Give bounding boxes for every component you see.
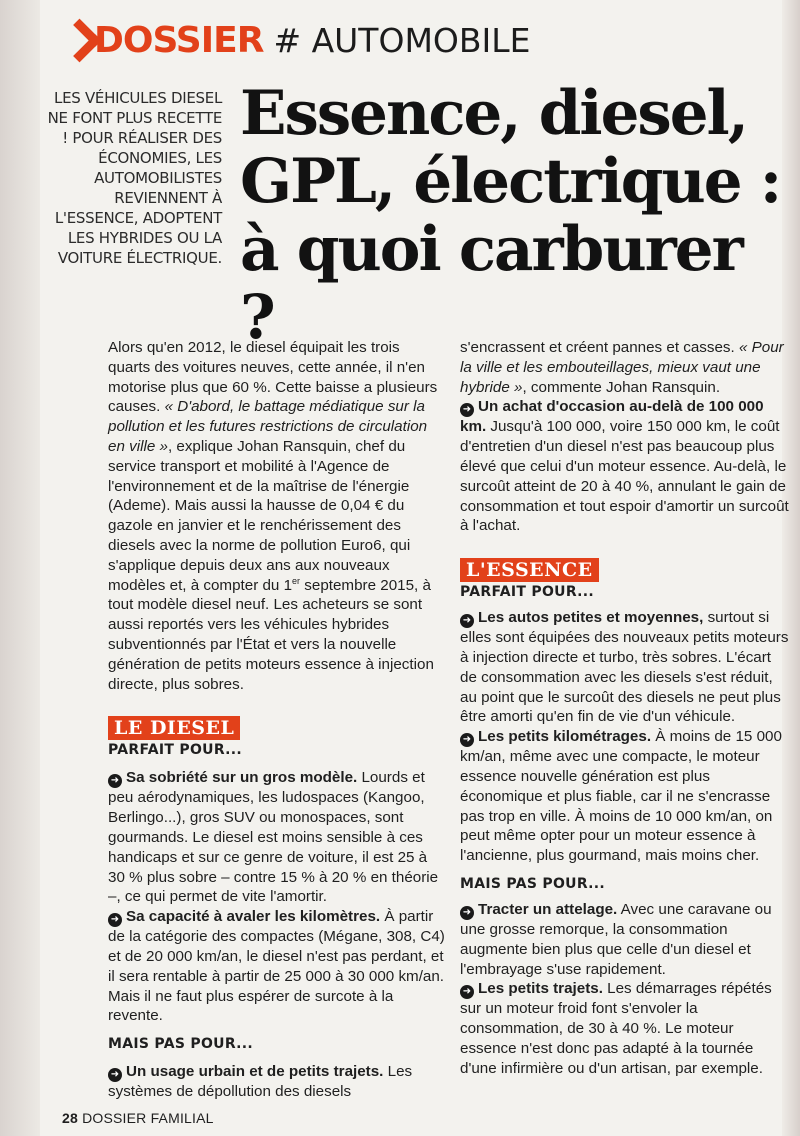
arrow-right-icon: ➜ bbox=[108, 1068, 122, 1082]
list-item bbox=[108, 907, 446, 1026]
article-title bbox=[240, 80, 788, 352]
arrow-right-icon: ➜ bbox=[108, 913, 122, 927]
arrow-right-icon: ➜ bbox=[460, 403, 474, 417]
item-title: Tracter un attelage. bbox=[478, 900, 618, 918]
list-item bbox=[460, 979, 790, 1078]
column-right bbox=[460, 338, 790, 1079]
arrow-right-icon: ➜ bbox=[460, 733, 474, 747]
title-line: à quoi carburer ? bbox=[240, 214, 742, 353]
intro-standfirst: LES VÉHICULES DIESEL NE FONT PLUS RECETTE ! POUR RÉALISER DES ÉCONOMIES, LES AUTOMOBILISTES REVIENNENT À L'ESSENCE, ADOPTENT LES HYBRIDES OU LA VOITURE ÉLECTRIQUE. bbox=[47, 89, 222, 267]
page-footer bbox=[62, 1110, 214, 1126]
superscript: er bbox=[292, 575, 301, 586]
intro-paragraph bbox=[108, 338, 446, 694]
arrow-right-icon: ➜ bbox=[108, 774, 122, 788]
diesel-badge: LE DIESEL bbox=[108, 716, 240, 740]
quote: « Pour la ville et les embouteillages, mieux vaut une hybride » bbox=[460, 339, 784, 396]
item-title: Les petits kilométrages. bbox=[478, 728, 652, 746]
item-title: Un achat d'occasion au-delà de 100 000 km. bbox=[460, 398, 764, 436]
list-item bbox=[108, 1062, 446, 1102]
title-line: GPL, électrique : bbox=[240, 146, 781, 217]
item-title: Les autos petites et moyennes, bbox=[478, 609, 704, 627]
item-text: Les systèmes de dépollution des diesels bbox=[108, 1063, 413, 1101]
list-item bbox=[460, 608, 790, 727]
column-left bbox=[108, 338, 446, 1102]
text: , explique Johan Ransquin, chef du service transport et mobilité à l'Agence de l'environnement et de la maîtrise de l'énergie (Ademe). Mais aussi la hausse de 0,04 € du gazole en janvier et le renchérissement des diesels avec la norme de pollution Euro6, qui s'applique depuis deux ans aux nouveaux modèles et, à compter du 1 bbox=[108, 437, 411, 594]
publication-name: DOSSIER FAMILIAL bbox=[82, 1110, 214, 1126]
arrow-right-icon: ➜ bbox=[460, 985, 474, 999]
item-text: À partir de la catégorie des compactes (Mégane, 308, C4) et de 20 000 km/an, le diesel n'est pas perdant, et il sera rentable à partir de 25 000 à 30 000 km/an. Mais il ne faut plus espérer de surcote à la revente. bbox=[108, 908, 445, 1025]
parfait-pour-heading: PARFAIT POUR... bbox=[460, 584, 595, 601]
mais-pas-pour-heading: MAIS PAS POUR... bbox=[460, 875, 606, 892]
title-line: Essence, diesel, bbox=[240, 78, 747, 149]
essence-badge: L'ESSENCE bbox=[460, 558, 599, 582]
arrow-right-icon: ➜ bbox=[460, 906, 474, 920]
section-header bbox=[62, 18, 531, 62]
arrow-right-icon: ➜ bbox=[460, 614, 474, 628]
item-text: Jusqu'à 100 000, voire 150 000 km, le coût d'entretien d'un diesel n'est pas beaucoup plus élevé que celui d'un moteur essence. Au-delà, le surcoût atteint de 20 à 40 %, annulant le gain de consommation et tout espoir d'amortir un surcoût à l'achat. bbox=[460, 418, 789, 535]
item-text: À moins de 15 000 km/an, même avec une compacte, le moteur essence nouvelle génération est plus économique et plus fiable, car il ne s'encrasse pas trop en ville. À moins de 10 000 km/an, on peut même opter pour un moteur essence à l'ancienne, plus gourmand, mais moins cher. bbox=[460, 728, 782, 865]
list-item bbox=[108, 768, 446, 907]
item-title: Sa capacité à avaler les kilomètres. bbox=[126, 908, 381, 926]
item-text: Lourds et peu aérodynamiques, les ludospaces (Kangoo, Berlingo...), gros SUV ou monospaces, sont gourmands. Le diesel est moins sensible à ces handicaps et sur ce genre de voiture, il est 25 à 30 % plus sobre – contre 15 % à 20 % en théorie –, ce qui permet de vite l'amortir. bbox=[108, 769, 439, 906]
text: , commente Johan Ransquin. bbox=[522, 378, 721, 396]
item-title: Sa sobriété sur un gros modèle. bbox=[126, 769, 358, 787]
text: s'encrassent et créent pannes et casses. bbox=[460, 339, 739, 356]
list-item bbox=[460, 397, 790, 536]
parfait-pour-heading: PARFAIT POUR... bbox=[108, 742, 243, 759]
mais-pas-pour-heading: MAIS PAS POUR... bbox=[108, 1036, 254, 1053]
text: Alors qu'en 2012, le diesel équipait les trois quarts des voitures neuves, cette année, il n'en motorise plus que 60 %. Cette baisse a plusieurs causes. bbox=[108, 339, 438, 416]
item-title: Les petits trajets. bbox=[478, 980, 603, 998]
item-text: Les démarrages répétés sur un moteur froid font s'envoler la consommation, de 30 à 40 %. Le moteur essence n'est donc pas adapté à la tournée d'une infirmière ou d'un artisan, par exemple. bbox=[460, 980, 772, 1077]
paragraph bbox=[460, 338, 790, 397]
page-number: 28 bbox=[62, 1110, 78, 1126]
section-label: DOSSIER bbox=[94, 19, 264, 61]
page-edge-left bbox=[0, 0, 40, 1136]
list-item bbox=[460, 727, 790, 866]
chevron-right-icon bbox=[62, 22, 84, 58]
quote: « D'abord, le battage médiatique sur la pollution et les futures restrictions de circulation en ville » bbox=[108, 398, 428, 455]
item-text: Avec une caravane ou une grosse remorque, la consommation augmente bien plus que celle d'un diesel et l'embrayage s'use rapidement. bbox=[460, 900, 772, 978]
text: septembre 2015, à tout modèle diesel neuf. Les acheteurs se sont aussi reportés vers les véhicules hybrides subventionnés par l'État et vers la nouvelle génération de petits moteurs essence à injection directe, plus sobres. bbox=[108, 576, 434, 693]
section-tag: # AUTOMOBILE bbox=[273, 20, 531, 60]
list-item bbox=[460, 900, 790, 979]
item-text: surtout si elles sont équipées des nouveaux petits moteurs à injection directe et turbo, très sobres. L'écart de consommation avec les diesels s'est réduit, au point que le surcoût des diesels ne peut plus être amorti qu'en fin de vie d'un véhicule. bbox=[460, 609, 789, 726]
item-title: Un usage urbain et de petits trajets. bbox=[126, 1063, 384, 1081]
